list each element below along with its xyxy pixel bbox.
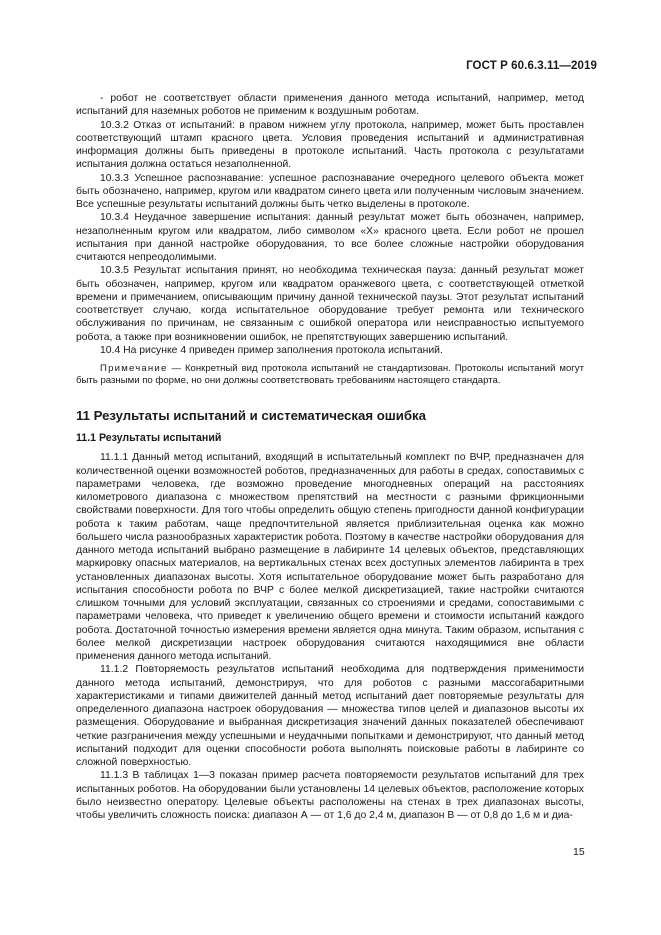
paragraph: 11.1.1 Данный метод испытаний, входящий в испытательный комплект по ВЧР, предназначен для количественной оценки возможностей роботов, предназначенных для работы в средах, сопоставимых с параметрами человека, где возможно проведение многодневных операций на расстояниях километрового диапазона с множеством препятствий на местности с разными фрикционными свойствами поверхности. Для того чтобы определить общую степень пригодности данной конфигурации робота к таким работам, чаще предпочтительной является приблизительная оценка как можно большего числа разнообразных характеристик робота. Поэтому в качестве настройки оборудования для данного метода испытаний выбрано размещение в лабиринте 14 целевых объектов, представляющих маркировку опасных материалов, на вертикальных стенах всех доступных элементов лабиринта в трех установленных диапазонах высоты. Хотя испытательное оборудование может быть разработано для испытания способности робота по ВЧР с более мелкой дискретизацией, такие настройки считаются слишком точными для условий эксплуатации, связанных со строениями и средами, сопоставимыми с параметрами человека, что приведет к увеличению общего времени и стоимости испытаний каждого робота. Достаточной точностью измерения времени является одна минута. Таким образом, испытания с более мелкой дискретизации настроек оборудования считаются находящимися вне области применения данного метода испытаний. [76, 452, 584, 663]
paragraph: 11.1.2 Повторяемость результатов испытаний необходима для подтверждения применимости данного метода испытаний, демонстрируя, что для роботов с разными массогабаритными характеристиками и типами движителей данный метод испытаний дает повторяемые результаты для определенного диапазона настроек оборудования — множества типов целей и диапазонов высоты их размещения. Оборудование и выбранная дискретизация значений данных показателей обеспечивают четкие разграничения между успешными и неудачными попытками и демонстрируют, что данный метод испытаний подходит для оценки способности робота выполнять поисковые работы в лабиринте со сложной поверхностью. [76, 664, 584, 769]
paragraph: 10.3.3 Успешное распознавание: успешное распознавание очередного целевого объекта может быть обозначено, например, кругом или квадратом синего цвета или полученным числовым значением. Все успешные результаты испытаний должны быть четко выделены в протоколе. [76, 172, 584, 210]
document-code: ГОСТ Р 60.6.3.11—2019 [466, 60, 597, 72]
paragraph: 10.3.4 Неудачное завершение испытания: данный результат может быть обозначен, например, незаполненным кругом или квадратом, либо символом «Х» красного цвета. Если робот не прошел испытания при данной настройке оборудования, то все более сложные настройки оборудования считаются непреодолимыми. [76, 212, 584, 263]
note-label: Примечание [100, 363, 168, 374]
page-number: 15 [573, 846, 585, 858]
paragraph: 10.3.2 Отказ от испытаний: в правом нижнем углу протокола, например, может быть проставлен соответствующий штамп красного цвета. Условия проведения испытаний и административная информация должны быть приведены в протоколе испытаний. Часть протокола с результатами испытания должна остаться незаполненной. [76, 119, 584, 171]
subsection-title: 11.1 Результаты испытаний [76, 432, 222, 445]
paragraph: - робот не соответствует области применения данного метода испытаний, например, метод испытаний для наземных роботов не применим к воздушным роботам. [76, 93, 584, 118]
paragraph: 10.3.5 Результат испытания принят, но необходима техническая пауза: данный результат может быть обозначен, например, кругом или квадратом оранжевого цвета, с соответствующей отметкой времени и примечанием, описывающим причину данной технической паузы. Этот результат испытаний соответствует случаю, когда испытательное оборудование требует ремонта или технического обслуживания по причинам, не связанным с ошибкой оператора или неисправностью испытуемого робота, а также при возникновении ошибок, не препятствующих завершению испытаний. [76, 265, 584, 343]
note-text: — Конкретный вид протокола испытаний не стандартизован. Протоколы испытаний могут быть разными по форме, но они должны соответствовать требованиям настоящего стандарта. [76, 363, 584, 387]
note [76, 363, 584, 388]
page-content [76, 92, 584, 822]
paragraph: 11.1.3 В таблицах 1—3 показан пример расчета повторяемости результатов испытаний для трех испытанных роботов. На оборудовании были установлены 14 целевых объектов, расположение которых было неизвестно оператору. Целевые объекты расположены на стенах в трех диапазонах высоты, чтобы увеличить сложность поиска: диапазон А — от 1,6 до 2,4 м, диапазон В — от 0,8 до 1,6 м и диа- [76, 770, 584, 822]
section-title: 11 Результаты испытаний и систематическая ошибка [76, 407, 426, 423]
paragraph: 10.4 На рисунке 4 приведен пример заполнения протокола испытаний. [100, 344, 443, 356]
